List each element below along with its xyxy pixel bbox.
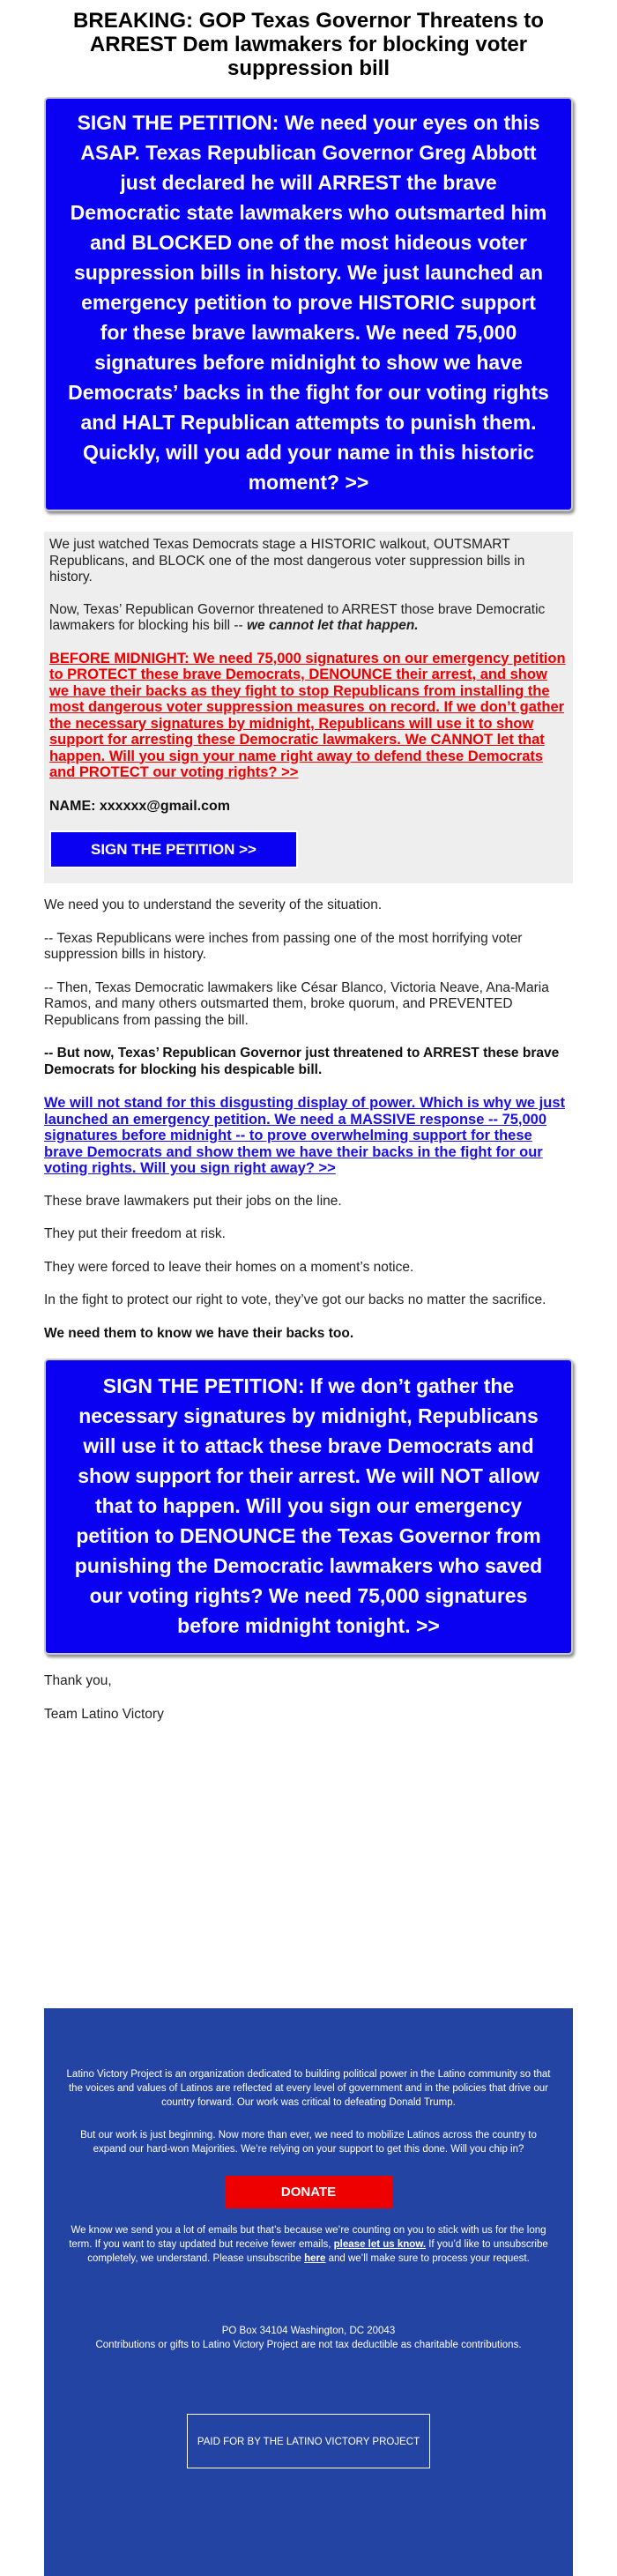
footer-address: PO Box 34104 Washington, DC 20043 xyxy=(221,2326,396,2336)
footer-address-block xyxy=(63,2324,554,2352)
sign-petition-banner-top[interactable]: SIGN THE PETITION: We need your eyes on this ASAP. Texas Republican Governor Greg Abbott just declared he will ARREST the brave Democratic state lawmakers who outsmarted him and BLOCKED one of the most hideous voter suppression bills in history. We just launched an emergency petition to prove HISTORIC support for these brave lawmakers. We need 75,000 signatures before midnight to show we have Democrats’ backs in the fight for our voting rights and HALT Republican attempts to punish them. Quickly, will you add your name in this historic moment? >> xyxy=(44,97,573,511)
unsubscribe-link[interactable]: here xyxy=(304,2253,326,2264)
body-paragraph: -- Texas Republicans were inches from passing one of the most horrifying voter suppression bills in history. xyxy=(44,930,523,962)
footer-disclaimer: Contributions or gifts to Latino Victory Project are not tax deductible as charitable contributions. xyxy=(95,2340,522,2350)
footer-email-text: and we’ll make sure to process your request. xyxy=(325,2253,530,2264)
signoff-team: Team Latino Victory xyxy=(44,1706,164,1722)
petition-box xyxy=(44,532,573,883)
body-paragraph-bold: We need them to know we have their backs too. xyxy=(44,1325,354,1341)
footer-email-preferences xyxy=(63,2223,554,2266)
headline: BREAKING: GOP Texas Governor Threatens to ARREST Dem lawmakers for blocking voter suppression bill xyxy=(73,9,544,80)
footer-about: Latino Victory Project is an organization dedicated to building political power in the Latino community so that the voices and values of Latinos are reflected at every level of government and in the policies that drive our country forward. Our work was critical to defeating Donald Trump. xyxy=(66,2069,551,2108)
body-paragraph: They put their freedom at risk. xyxy=(44,1226,226,1241)
body-paragraph-bold: -- But now, Texas’ Republican Governor just threatened to ARREST these brave Democrats for blocking his despicable bill. xyxy=(44,1046,560,1077)
donate-button[interactable]: DONATE xyxy=(225,2176,392,2208)
footer-email-text: If you’d like to unsubscribe completely, we understand. Please unsubscribe xyxy=(87,2239,548,2264)
paid-for-disclaimer: PAID FOR BY THE LATINO VICTORY PROJECT xyxy=(187,2414,430,2468)
body-paragraph: We need you to understand the severity of the situation. xyxy=(44,897,383,912)
emergency-petition-link[interactable]: We will not stand for this disgusting display of power. Which is why we just launched an emergency petition. We need a MASSIVE response -- 75,000 signatures before midnight -- to prove overwhelming support for these brave Democrats and show them we have their backs in the fight for our voting rights. Will you sign right away? >> xyxy=(44,1095,565,1176)
petition-intro: We just watched Texas Democrats stage a HISTORIC walkout, OUTSMART Republicans, and BLOCK one of the most dangerous voter suppression bills in history. xyxy=(49,537,525,584)
body-paragraph: They were forced to leave their homes on a moment’s notice. xyxy=(44,1259,414,1275)
sign-petition-banner-bottom[interactable]: SIGN THE PETITION: If we don’t gather the necessary signatures by midnight, Republicans will use it to attack these brave Democrats and show support for their arrest. We will NOT allow that to happen. Will you sign our emergency petition to DENOUNCE the Texas Governor from punishing the Democratic lawmakers who saved our voting rights? We need 75,000 signatures before midnight tonight. >> xyxy=(44,1359,573,1655)
sign-petition-button[interactable]: SIGN THE PETITION >> xyxy=(49,830,298,868)
body-paragraph: These brave lawmakers put their jobs on the line. xyxy=(44,1193,342,1209)
fewer-emails-link[interactable]: please let us know. xyxy=(333,2239,427,2250)
name-email-line: NAME: xxxxxx@gmail.com xyxy=(49,798,231,814)
petition-threat-text: Now, Texas’ Republican Governor threatened to ARREST those brave Democratic lawmakers for blocking his bill -- xyxy=(49,601,546,633)
petition-threat-emphasis: we cannot let that happen. xyxy=(246,618,419,633)
footer-ask: But our work is just beginning. Now more than ever, we need to mobilize Latinos across the country to expand our hard-won Majorities. We’re relying on your support to get this done. Will you chip in? xyxy=(80,2130,537,2155)
body-paragraph: In the fight to protect our right to vote, they’ve got our backs no matter the sacrifice. xyxy=(44,1292,546,1307)
body-paragraph: -- Then, Texas Democratic lawmakers like César Blanco, Victoria Neave, Ana-Maria Ramos, and many others outsmarted them, broke quorum, and PREVENTED Republicans from passing the bill. xyxy=(44,979,549,1028)
footer-email-text: We know we send you a lot of emails but that’s because we’re counting on you to stick with us for the long term. If you want to stay updated but receive fewer emails, xyxy=(69,2225,546,2250)
petition-threat xyxy=(49,602,568,635)
signoff xyxy=(44,1673,573,1723)
before-midnight-petition-link[interactable]: BEFORE MIDNIGHT: We need 75,000 signatures on our emergency petition to PROTECT these brave Democrats, DENOUNCE their arrest, and show we have their backs as they fight to stop Republicans from installing the most dangerous voter suppression measures on record. If we don’t gather the necessary signatures by midnight, Republicans will use it to show support for arresting these Democratic lawmakers. We CANNOT let that happen. Will you sign your name right away to defend these Democrats and PROTECT our voting rights? >> xyxy=(49,650,566,780)
signoff-thanks: Thank you, xyxy=(44,1673,112,1688)
message-body xyxy=(44,897,573,1342)
email-body xyxy=(44,0,573,2447)
footer xyxy=(44,2008,573,2576)
